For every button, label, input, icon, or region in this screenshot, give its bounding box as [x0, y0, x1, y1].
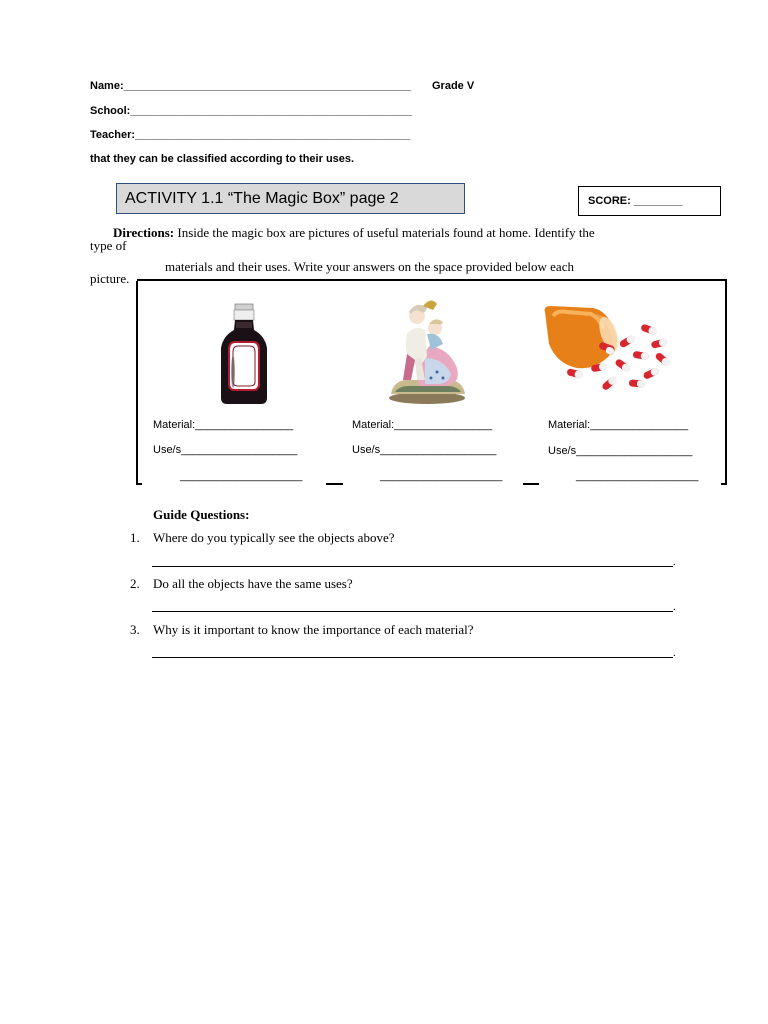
score-label: SCORE: ________ [588, 195, 683, 207]
pills-icon [543, 304, 675, 398]
classified-text: that they can be classified according to their uses. [90, 153, 355, 165]
item-3-extra-line[interactable]: ____________________ [576, 470, 699, 482]
score-box [578, 186, 721, 216]
item-3-uses-field[interactable]: Use/s___________________ [548, 445, 693, 457]
divider-dash-2 [523, 483, 539, 485]
directions-line1 [113, 225, 595, 241]
directions-line2: type of [90, 238, 127, 253]
activity-title: ACTIVITY 1.1 “The Magic Box” page 2 [125, 190, 399, 207]
guide-heading: Guide Questions: [153, 507, 250, 522]
item-2-uses-field[interactable]: Use/s___________________ [352, 444, 497, 456]
question-2-number: 2. [130, 576, 140, 591]
question-1-number: 1. [130, 530, 140, 545]
item-2-material-field[interactable]: Material:________________ [352, 419, 493, 431]
item-3-material-field[interactable]: Material:________________ [548, 419, 689, 431]
answer-line-3[interactable] [152, 657, 673, 658]
activity-title-box [116, 183, 465, 214]
item-1-material-field[interactable]: Material:________________ [153, 419, 294, 431]
school-field[interactable]: School:______________________________________________ [90, 105, 412, 117]
question-3-text: Why is it important to know the importance of each material? [153, 622, 474, 637]
item-2-extra-line[interactable]: ____________________ [380, 470, 503, 482]
teacher-field[interactable]: Teacher:_____________________________________________ [90, 129, 411, 141]
question-2-text: Do all the objects have the same uses? [153, 576, 353, 591]
answer-line-2[interactable] [152, 611, 673, 612]
bottle-icon [215, 302, 275, 406]
grade-label: Grade V [432, 80, 475, 92]
directions-label: Directions: [113, 225, 175, 240]
directions-line4: picture. [90, 271, 130, 286]
figurine-icon [385, 294, 470, 406]
question-3-number: 3. [130, 622, 140, 637]
magic-box-left-foot [136, 483, 142, 485]
magic-box-left-bracket [136, 281, 138, 485]
directions-text-1: Inside the magic box are pictures of useful materials found at home. Identify the [177, 225, 595, 240]
name-field[interactable]: Name:_______________________________________________ [90, 80, 412, 92]
magic-box-right-foot [721, 483, 727, 485]
divider-dash-1 [326, 483, 343, 485]
directions-line3: materials and their uses. Write your answers on the space provided below each [165, 259, 574, 274]
item-1-extra-line[interactable]: ____________________ [180, 470, 303, 482]
answer-line-3-period: . [673, 647, 676, 659]
answer-line-1[interactable] [152, 566, 673, 567]
answer-line-1-period: . [673, 556, 676, 568]
question-1-text: Where do you typically see the objects above? [153, 530, 395, 545]
answer-line-2-period: . [673, 601, 676, 613]
item-1-uses-field[interactable]: Use/s___________________ [153, 444, 298, 456]
